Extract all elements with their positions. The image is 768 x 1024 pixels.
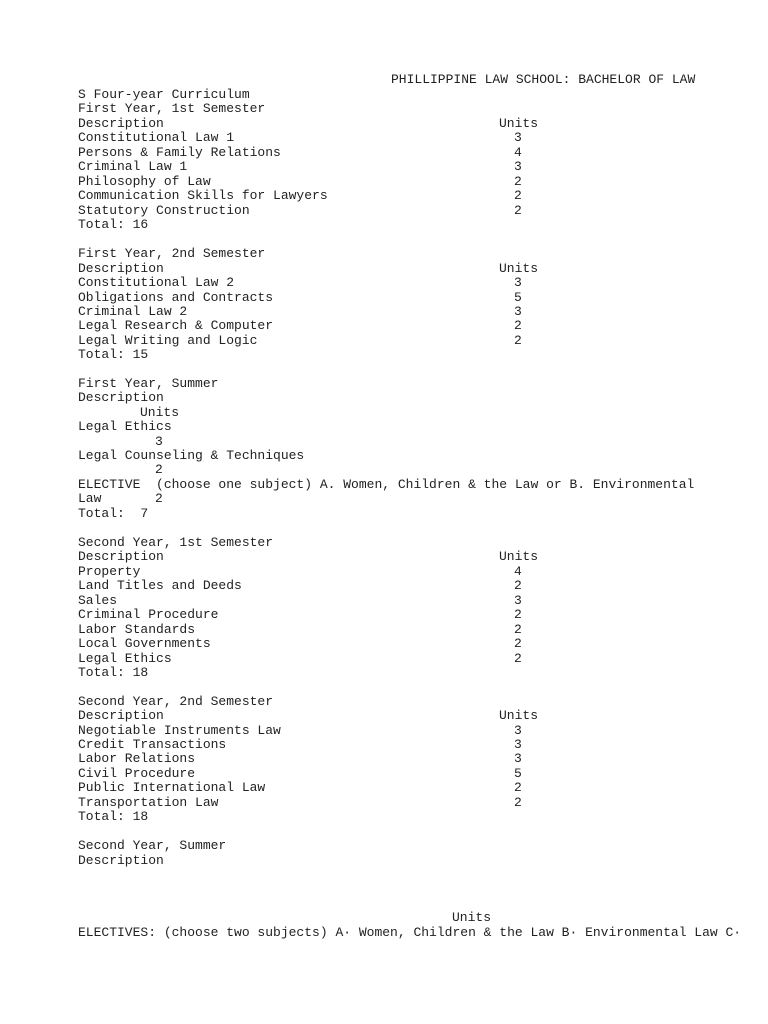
course-name: Civil Procedure [78, 766, 196, 781]
course-name: Labor Standards [78, 622, 196, 637]
column-description: Description [78, 390, 164, 405]
curriculum-intro: S Four-year Curriculum [78, 87, 250, 102]
course-units: 2 [514, 203, 522, 218]
course-name: Constitutional Law 2 [78, 275, 235, 290]
section-title: First Year, 2nd Semester [78, 246, 266, 261]
course-name: Criminal Law 1 [78, 159, 188, 174]
course-name: Criminal Procedure [78, 607, 219, 622]
course-name: Credit Transactions [78, 737, 227, 752]
course-name: Legal Research & Computer [78, 318, 274, 333]
course-units: 3 [514, 159, 522, 174]
course-name: Land Titles and Deeds [78, 578, 242, 593]
column-units: Units [140, 405, 180, 420]
section-title: First Year, 1st Semester [78, 101, 266, 116]
section-total: Total: 16 [78, 217, 149, 232]
course-name: Philosophy of Law [78, 174, 211, 189]
column-units: Units [499, 549, 539, 564]
course-name: Transportation Law [78, 795, 219, 810]
electives-note: ELECTIVES: (choose two subjects) A· Women, Children & the Law B· Environmental Law C· [78, 925, 742, 940]
section-title: Second Year, 2nd Semester [78, 694, 274, 709]
course-units: 2 [514, 622, 522, 637]
column-description: Description [78, 116, 164, 131]
section-total: Total: 18 [78, 809, 149, 824]
section-title: Second Year, Summer [78, 838, 227, 853]
course-name: Legal Counseling & Techniques [78, 448, 305, 463]
course-units: 2 [514, 607, 522, 622]
course-name: Negotiable Instruments Law [78, 723, 281, 738]
course-units: 4 [514, 145, 522, 160]
course-units: 5 [514, 290, 522, 305]
course-name: Obligations and Contracts [78, 290, 274, 305]
course-name: Local Governments [78, 636, 211, 651]
course-units: 3 [514, 130, 522, 145]
course-units: 2 [155, 462, 163, 477]
course-units: 3 [155, 434, 163, 449]
course-units: 3 [514, 275, 522, 290]
course-units: 3 [514, 304, 522, 319]
course-name: Constitutional Law 1 [78, 130, 235, 145]
course-name: Criminal Law 2 [78, 304, 188, 319]
course-name: Legal Ethics [78, 419, 172, 434]
course-name: Property [78, 564, 141, 579]
course-units: 2 [514, 795, 522, 810]
column-description: Description [78, 708, 164, 723]
course-name: Labor Relations [78, 751, 196, 766]
document-header: PHILLIPPINE LAW SCHOOL: BACHELOR OF LAW [391, 72, 696, 87]
column-units: Units [499, 116, 539, 131]
column-units: Units [452, 910, 492, 925]
elective-units: 2 [155, 491, 163, 506]
section-total: Total: 18 [78, 665, 149, 680]
course-name: Statutory Construction [78, 203, 250, 218]
course-units: 2 [514, 578, 522, 593]
course-units: 2 [514, 318, 522, 333]
course-units: 3 [514, 723, 522, 738]
course-units: 2 [514, 333, 522, 348]
elective-note: ELECTIVE (choose one subject) A. Women, Children & the Law or B. Environmental [78, 477, 695, 492]
course-units: 2 [514, 651, 522, 666]
column-description: Description [78, 261, 164, 276]
course-name: Sales [78, 593, 118, 608]
course-units: 5 [514, 766, 522, 781]
column-units: Units [499, 708, 539, 723]
course-name: Public International Law [78, 780, 266, 795]
course-units: 2 [514, 188, 522, 203]
course-units: 3 [514, 593, 522, 608]
course-units: 3 [514, 737, 522, 752]
column-description: Description [78, 549, 164, 564]
section-total: Total: 7 [78, 506, 149, 521]
section-total: Total: 15 [78, 347, 149, 362]
course-name: Communication Skills for Lawyers [78, 188, 328, 203]
course-units: 2 [514, 780, 522, 795]
course-units: 2 [514, 174, 522, 189]
course-name: Legal Ethics [78, 651, 172, 666]
course-units: 2 [514, 636, 522, 651]
course-name: Legal Writing and Logic [78, 333, 258, 348]
section-title: Second Year, 1st Semester [78, 535, 274, 550]
column-units: Units [499, 261, 539, 276]
course-name: Persons & Family Relations [78, 145, 281, 160]
column-description: Description [78, 853, 164, 868]
course-units: 4 [514, 564, 522, 579]
course-units: 3 [514, 751, 522, 766]
elective-note-continued: Law [78, 491, 102, 506]
section-title: First Year, Summer [78, 376, 219, 391]
